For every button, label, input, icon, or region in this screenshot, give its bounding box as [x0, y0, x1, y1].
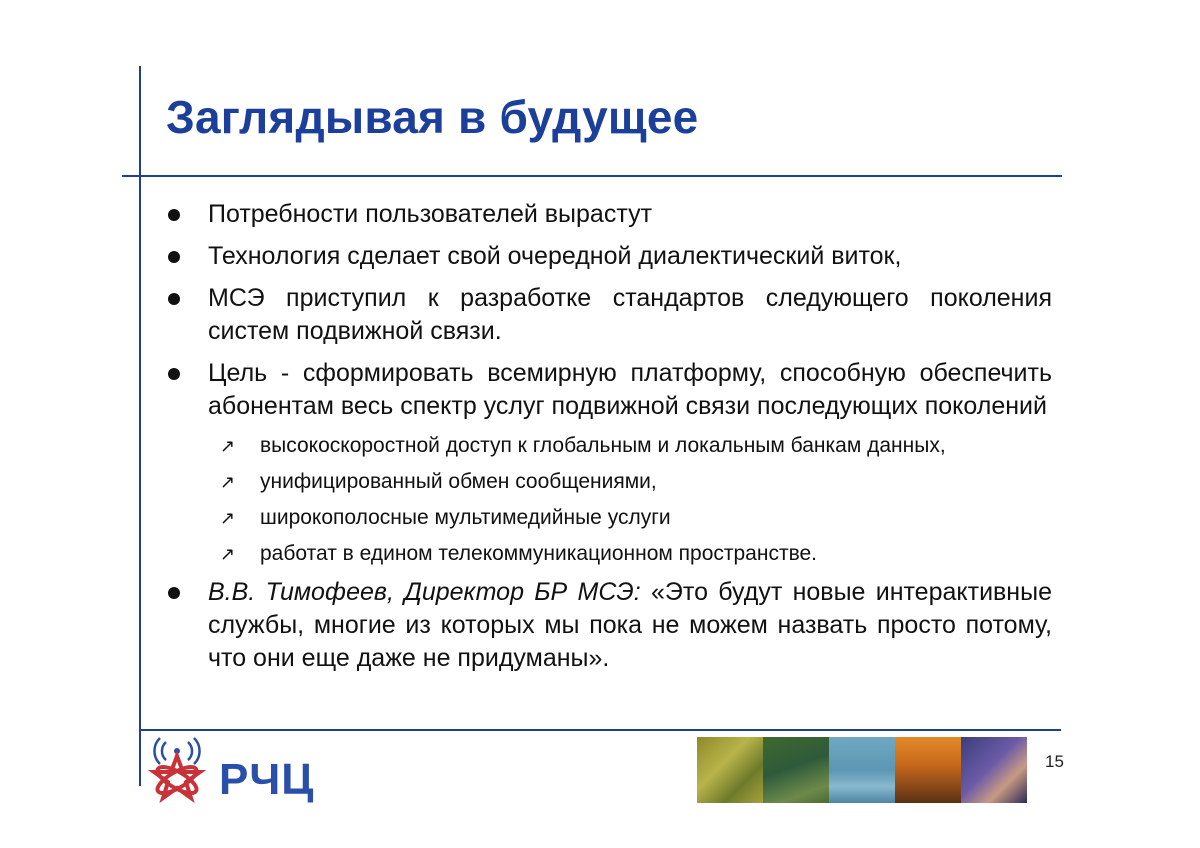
bullet-dot-icon — [168, 251, 180, 263]
photo-tile-satellite-image — [697, 737, 763, 803]
bullet-text: МСЭ приступил к разработке стандартов следующего поколения систем подвижной связи. — [208, 284, 1052, 345]
quote-author: В.В. Тимофеев, Директор БР МСЭ: — [208, 578, 641, 606]
footer-photo-strip — [697, 737, 1027, 803]
bullet-item — [166, 357, 1052, 423]
sub-bullet-item — [166, 432, 1052, 460]
bullet-text: Потребности пользователей вырастут — [208, 200, 653, 228]
bullet-dot-icon — [168, 368, 180, 380]
arrow-up-right-icon: ↗ — [220, 472, 236, 492]
photo-tile-industry-image — [895, 737, 961, 803]
logo-wordmark: РЧЦ — [219, 755, 315, 804]
left-vertical-rule — [139, 66, 141, 786]
sub-bullet-list — [166, 432, 1052, 568]
arrow-up-right-icon: ↗ — [220, 544, 236, 564]
bullet-text: Цель - сформировать всемирную платформу, способную обеспечить абонентам весь спектр услуг подвижной связи последующих поколений — [208, 359, 1052, 420]
slide-content — [166, 198, 1052, 684]
title-underline-rule — [122, 175, 1062, 177]
sub-bullet-text: унифицированный обмен сообщениями, — [260, 470, 657, 493]
sub-bullet-text: работат в едином телекоммуникационном пространстве. — [260, 542, 818, 565]
slide-title: Заглядывая в будущее — [166, 91, 699, 143]
bullet-dot-icon — [168, 209, 180, 221]
sub-bullet-text: высокоскоростной доступ к глобальным и локальным банкам данных, — [260, 434, 946, 457]
arrow-up-right-icon: ↗ — [220, 436, 236, 456]
footer-rule — [141, 729, 1061, 731]
sub-bullet-text: широкополосные мультимедийные услуги — [260, 506, 671, 529]
photo-tile-building-image — [829, 737, 895, 803]
bullet-dot-icon — [168, 293, 180, 305]
bullet-item — [166, 198, 1052, 231]
sub-bullet-item — [166, 504, 1052, 532]
photo-tile-soldier-image — [763, 737, 829, 803]
bullet-item — [166, 240, 1052, 273]
sub-bullet-item — [166, 540, 1052, 568]
bullet-dot-icon — [168, 587, 180, 599]
photo-tile-person-phone-image — [961, 737, 1027, 803]
arrow-up-right-icon: ↗ — [220, 508, 236, 528]
quote-bullet-item — [166, 576, 1052, 675]
bullet-text: Технология сделает свой очередной диалектический виток, — [208, 242, 902, 270]
page-number: 15 — [1045, 752, 1064, 771]
quote-text: «Это будут новые интерактивные службы, многие из которых мы пока не можем назвать просто потому, что они еще даже не придуманы». — [208, 578, 1052, 672]
bullet-item — [166, 282, 1052, 348]
sub-bullet-item — [166, 468, 1052, 496]
